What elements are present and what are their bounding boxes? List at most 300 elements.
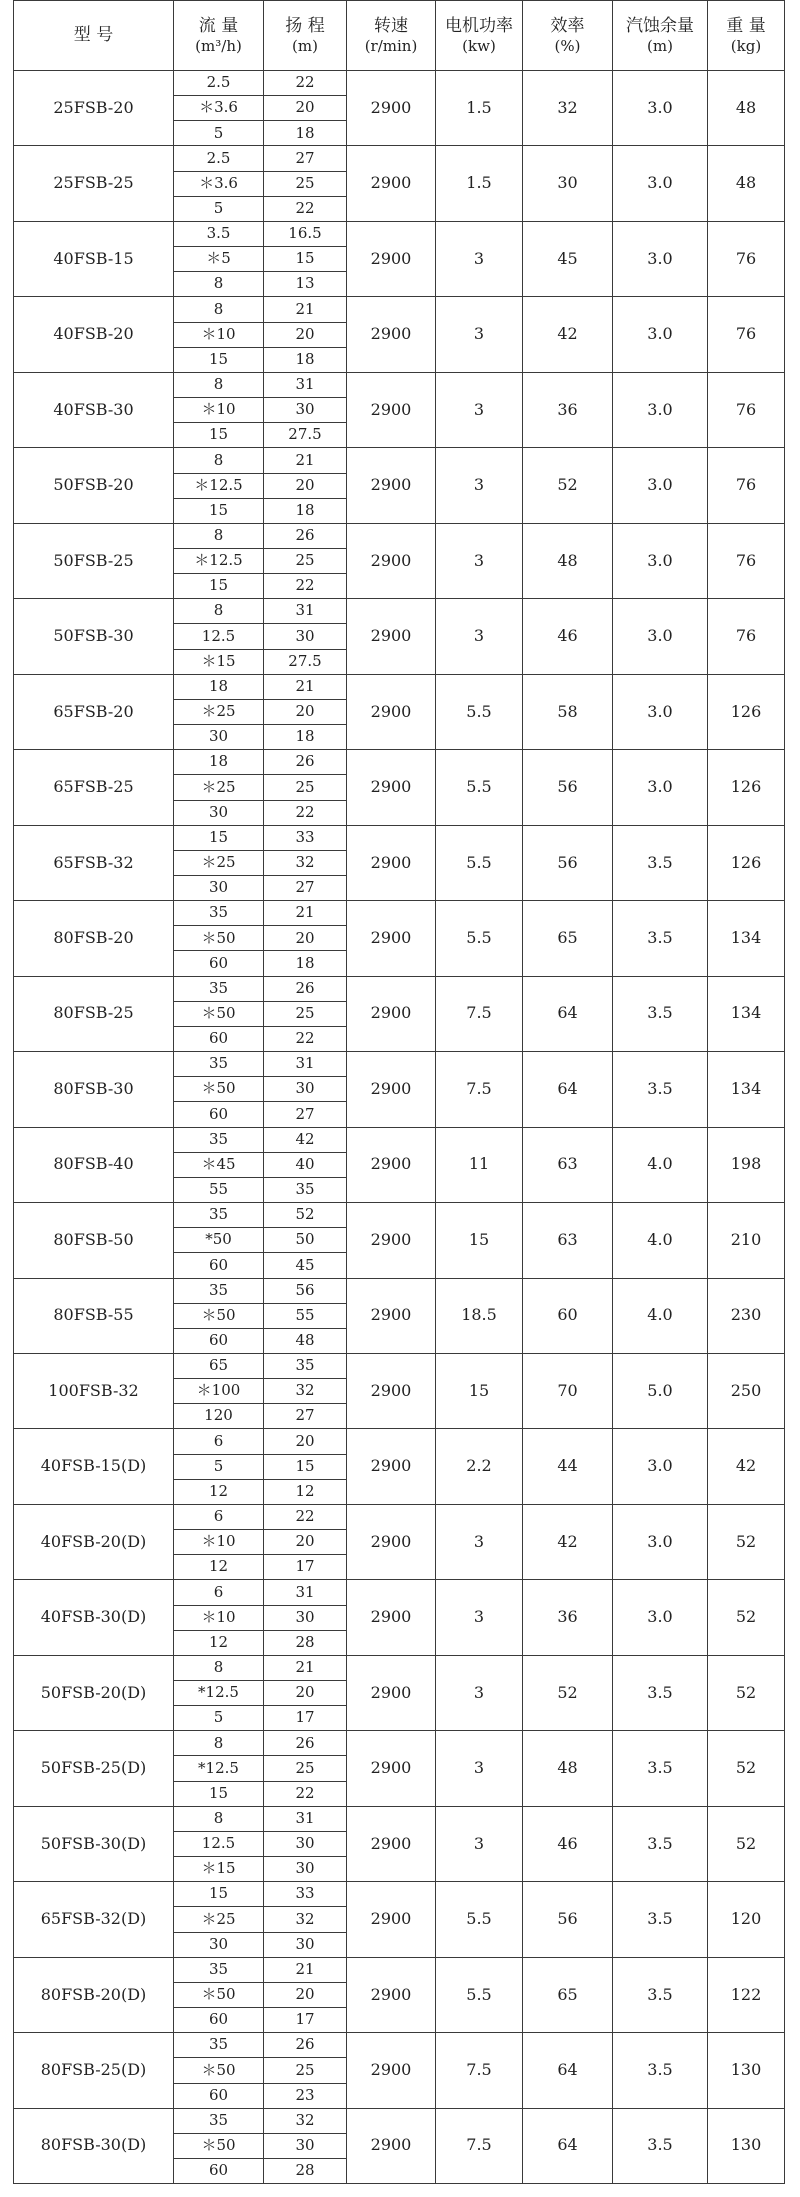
weight-cell: 52 bbox=[708, 1731, 785, 1806]
speed-cell: 2900 bbox=[347, 1504, 436, 1579]
flow-cell: ＊50 bbox=[174, 1982, 264, 2007]
npsh-cell: 3.0 bbox=[613, 372, 708, 447]
flow-cell: 60 bbox=[174, 951, 264, 976]
model-cell: 80FSB-30 bbox=[14, 1052, 174, 1127]
head-cell: 30 bbox=[264, 1831, 347, 1856]
power-cell: 1.5 bbox=[436, 146, 523, 221]
npsh-cell: 3.0 bbox=[613, 146, 708, 221]
flow-cell: 60 bbox=[174, 1253, 264, 1278]
npsh-cell: 5.0 bbox=[613, 1353, 708, 1428]
table-row bbox=[14, 1504, 785, 1529]
speed-cell: 2900 bbox=[347, 901, 436, 976]
flow-cell: 35 bbox=[174, 1278, 264, 1303]
flow-cell: 5 bbox=[174, 1454, 264, 1479]
npsh-cell: 3.5 bbox=[613, 1806, 708, 1881]
head-cell: 30 bbox=[264, 1932, 347, 1957]
power-cell: 3 bbox=[436, 1655, 523, 1730]
head-cell: 25 bbox=[264, 1001, 347, 1026]
npsh-cell: 3.0 bbox=[613, 750, 708, 825]
head-cell: 25 bbox=[264, 775, 347, 800]
efficiency-cell: 60 bbox=[523, 1278, 613, 1353]
head-cell: 18 bbox=[264, 725, 347, 750]
flow-cell: ＊12.5 bbox=[174, 548, 264, 573]
flow-cell: ＊25 bbox=[174, 775, 264, 800]
model-cell: 80FSB-40 bbox=[14, 1127, 174, 1202]
speed-cell: 2900 bbox=[347, 2033, 436, 2108]
table-row bbox=[14, 1353, 785, 1378]
efficiency-cell: 36 bbox=[523, 1580, 613, 1655]
npsh-cell: 3.5 bbox=[613, 1731, 708, 1806]
head-cell: 32 bbox=[264, 1907, 347, 1932]
head-cell: 22 bbox=[264, 1504, 347, 1529]
flow-cell: ＊3.6 bbox=[174, 171, 264, 196]
flow-cell: 8 bbox=[174, 297, 264, 322]
model-cell: 50FSB-20(D) bbox=[14, 1655, 174, 1730]
head-cell: 50 bbox=[264, 1228, 347, 1253]
table-row bbox=[14, 1731, 785, 1756]
flow-cell: 8 bbox=[174, 523, 264, 548]
head-cell: 26 bbox=[264, 1731, 347, 1756]
model-cell: 65FSB-32 bbox=[14, 825, 174, 900]
model-cell: 25FSB-20 bbox=[14, 71, 174, 146]
efficiency-cell: 42 bbox=[523, 297, 613, 372]
head-cell: 21 bbox=[264, 1957, 347, 1982]
flow-cell: 30 bbox=[174, 800, 264, 825]
head-cell: 30 bbox=[264, 1077, 347, 1102]
flow-cell: 8 bbox=[174, 599, 264, 624]
npsh-cell: 4.0 bbox=[613, 1127, 708, 1202]
flow-cell: ＊15 bbox=[174, 649, 264, 674]
table-row bbox=[14, 221, 785, 246]
table-row bbox=[14, 1882, 785, 1907]
speed-cell: 2900 bbox=[347, 750, 436, 825]
flow-cell: 15 bbox=[174, 347, 264, 372]
head-cell: 27 bbox=[264, 1404, 347, 1429]
flow-cell: 55 bbox=[174, 1177, 264, 1202]
header-npsh: 汽蚀余量 (m) bbox=[613, 1, 708, 71]
speed-cell: 2900 bbox=[347, 825, 436, 900]
speed-cell: 2900 bbox=[347, 1203, 436, 1278]
efficiency-cell: 56 bbox=[523, 825, 613, 900]
head-cell: 12 bbox=[264, 1479, 347, 1504]
npsh-cell: 3.0 bbox=[613, 297, 708, 372]
model-cell: 65FSB-20 bbox=[14, 674, 174, 749]
header-npsh-unit: (m) bbox=[647, 36, 673, 55]
flow-cell: 18 bbox=[174, 750, 264, 775]
model-cell: 50FSB-20 bbox=[14, 448, 174, 523]
speed-cell: 2900 bbox=[347, 1580, 436, 1655]
efficiency-cell: 44 bbox=[523, 1429, 613, 1504]
header-row bbox=[14, 1, 785, 71]
power-cell: 7.5 bbox=[436, 2108, 523, 2183]
head-cell: 17 bbox=[264, 1555, 347, 1580]
weight-cell: 134 bbox=[708, 1052, 785, 1127]
weight-cell: 120 bbox=[708, 1882, 785, 1957]
efficiency-cell: 63 bbox=[523, 1203, 613, 1278]
head-cell: 22 bbox=[264, 800, 347, 825]
flow-cell: ＊45 bbox=[174, 1152, 264, 1177]
weight-cell: 52 bbox=[708, 1655, 785, 1730]
flow-cell: ＊50 bbox=[174, 1303, 264, 1328]
head-cell: 21 bbox=[264, 448, 347, 473]
efficiency-cell: 56 bbox=[523, 750, 613, 825]
flow-cell: 30 bbox=[174, 876, 264, 901]
efficiency-cell: 48 bbox=[523, 1731, 613, 1806]
flow-cell: 18 bbox=[174, 674, 264, 699]
header-flow-unit: (m³/h) bbox=[195, 36, 242, 55]
flow-cell: ＊5 bbox=[174, 247, 264, 272]
head-cell: 30 bbox=[264, 1605, 347, 1630]
weight-cell: 126 bbox=[708, 674, 785, 749]
flow-cell: 2.5 bbox=[174, 146, 264, 171]
speed-cell: 2900 bbox=[347, 1731, 436, 1806]
header-power-unit: (kw) bbox=[462, 36, 496, 55]
flow-cell: ＊10 bbox=[174, 1530, 264, 1555]
flow-cell: *12.5 bbox=[174, 1756, 264, 1781]
head-cell: 17 bbox=[264, 1706, 347, 1731]
flow-cell: 5 bbox=[174, 1706, 264, 1731]
table-row bbox=[14, 2033, 785, 2058]
head-cell: 56 bbox=[264, 1278, 347, 1303]
model-cell: 40FSB-15 bbox=[14, 221, 174, 296]
flow-cell: 6 bbox=[174, 1429, 264, 1454]
head-cell: 30 bbox=[264, 624, 347, 649]
head-cell: 22 bbox=[264, 1781, 347, 1806]
head-cell: 20 bbox=[264, 1681, 347, 1706]
speed-cell: 2900 bbox=[347, 71, 436, 146]
header-weight-unit: (kg) bbox=[730, 36, 762, 55]
flow-cell: 6 bbox=[174, 1580, 264, 1605]
head-cell: 27.5 bbox=[264, 423, 347, 448]
power-cell: 3 bbox=[436, 1806, 523, 1881]
flow-cell: 60 bbox=[174, 1102, 264, 1127]
speed-cell: 2900 bbox=[347, 599, 436, 674]
flow-cell: ＊25 bbox=[174, 699, 264, 724]
header-head-unit: (m) bbox=[292, 36, 318, 55]
flow-cell: 15 bbox=[174, 498, 264, 523]
model-cell: 80FSB-25 bbox=[14, 976, 174, 1051]
weight-cell: 250 bbox=[708, 1353, 785, 1428]
flow-cell: 35 bbox=[174, 1127, 264, 1152]
head-cell: 25 bbox=[264, 2058, 347, 2083]
flow-cell: ＊10 bbox=[174, 1605, 264, 1630]
flow-cell: 12.5 bbox=[174, 624, 264, 649]
head-cell: 33 bbox=[264, 825, 347, 850]
head-cell: 31 bbox=[264, 1052, 347, 1077]
header-weight: 重 量 (kg) bbox=[708, 1, 785, 71]
head-cell: 13 bbox=[264, 272, 347, 297]
head-cell: 28 bbox=[264, 2158, 347, 2183]
npsh-cell: 3.0 bbox=[613, 523, 708, 598]
speed-cell: 2900 bbox=[347, 1278, 436, 1353]
flow-cell: *12.5 bbox=[174, 1681, 264, 1706]
flow-cell: 3.5 bbox=[174, 221, 264, 246]
table-row bbox=[14, 1655, 785, 1680]
model-cell: 80FSB-20(D) bbox=[14, 1957, 174, 2032]
efficiency-cell: 48 bbox=[523, 523, 613, 598]
pump-spec-table bbox=[13, 0, 785, 2184]
flow-cell: 30 bbox=[174, 725, 264, 750]
model-cell: 80FSB-50 bbox=[14, 1203, 174, 1278]
efficiency-cell: 52 bbox=[523, 448, 613, 523]
flow-cell: 2.5 bbox=[174, 71, 264, 96]
head-cell: 31 bbox=[264, 599, 347, 624]
flow-cell: 8 bbox=[174, 1731, 264, 1756]
flow-cell: 15 bbox=[174, 574, 264, 599]
power-cell: 5.5 bbox=[436, 674, 523, 749]
head-cell: 23 bbox=[264, 2083, 347, 2108]
speed-cell: 2900 bbox=[347, 1957, 436, 2032]
weight-cell: 130 bbox=[708, 2108, 785, 2183]
flow-cell: 60 bbox=[174, 2008, 264, 2033]
speed-cell: 2900 bbox=[347, 221, 436, 296]
model-cell: 65FSB-32(D) bbox=[14, 1882, 174, 1957]
head-cell: 22 bbox=[264, 196, 347, 221]
head-cell: 25 bbox=[264, 1756, 347, 1781]
speed-cell: 2900 bbox=[347, 1429, 436, 1504]
npsh-cell: 4.0 bbox=[613, 1203, 708, 1278]
weight-cell: 48 bbox=[708, 71, 785, 146]
flow-cell: 35 bbox=[174, 976, 264, 1001]
flow-cell: 120 bbox=[174, 1404, 264, 1429]
head-cell: 20 bbox=[264, 1982, 347, 2007]
flow-cell: 15 bbox=[174, 423, 264, 448]
head-cell: 31 bbox=[264, 372, 347, 397]
head-cell: 26 bbox=[264, 976, 347, 1001]
flow-cell: 15 bbox=[174, 1882, 264, 1907]
efficiency-cell: 56 bbox=[523, 1882, 613, 1957]
weight-cell: 198 bbox=[708, 1127, 785, 1202]
head-cell: 27 bbox=[264, 1102, 347, 1127]
efficiency-cell: 58 bbox=[523, 674, 613, 749]
table-row bbox=[14, 523, 785, 548]
flow-cell: 35 bbox=[174, 1957, 264, 1982]
speed-cell: 2900 bbox=[347, 1052, 436, 1127]
flow-cell: ＊10 bbox=[174, 322, 264, 347]
model-cell: 50FSB-25 bbox=[14, 523, 174, 598]
flow-cell: ＊10 bbox=[174, 398, 264, 423]
spec-table-body bbox=[14, 71, 785, 2184]
flow-cell: ＊50 bbox=[174, 1001, 264, 1026]
header-speed: 转速 (r/min) bbox=[347, 1, 436, 71]
head-cell: 30 bbox=[264, 398, 347, 423]
head-cell: 31 bbox=[264, 1580, 347, 1605]
head-cell: 45 bbox=[264, 1253, 347, 1278]
flow-cell: 60 bbox=[174, 2083, 264, 2108]
flow-cell: ＊50 bbox=[174, 1077, 264, 1102]
header-power: 电机功率 (kw) bbox=[436, 1, 523, 71]
flow-cell: ＊25 bbox=[174, 1907, 264, 1932]
speed-cell: 2900 bbox=[347, 1353, 436, 1428]
speed-cell: 2900 bbox=[347, 674, 436, 749]
npsh-cell: 3.5 bbox=[613, 976, 708, 1051]
npsh-cell: 3.0 bbox=[613, 1580, 708, 1655]
head-cell: 20 bbox=[264, 473, 347, 498]
weight-cell: 42 bbox=[708, 1429, 785, 1504]
model-cell: 50FSB-25(D) bbox=[14, 1731, 174, 1806]
table-row bbox=[14, 750, 785, 775]
efficiency-cell: 52 bbox=[523, 1655, 613, 1730]
power-cell: 3 bbox=[436, 372, 523, 447]
power-cell: 5.5 bbox=[436, 1882, 523, 1957]
head-cell: 26 bbox=[264, 2033, 347, 2058]
efficiency-cell: 64 bbox=[523, 1052, 613, 1127]
head-cell: 35 bbox=[264, 1353, 347, 1378]
table-row bbox=[14, 599, 785, 624]
flow-cell: ＊50 bbox=[174, 2133, 264, 2158]
table-row bbox=[14, 71, 785, 96]
header-flow: 流 量 (m³/h) bbox=[174, 1, 264, 71]
power-cell: 3 bbox=[436, 1731, 523, 1806]
npsh-cell: 3.5 bbox=[613, 2033, 708, 2108]
head-cell: 55 bbox=[264, 1303, 347, 1328]
flow-cell: 8 bbox=[174, 1806, 264, 1831]
flow-cell: 30 bbox=[174, 1932, 264, 1957]
efficiency-cell: 36 bbox=[523, 372, 613, 447]
power-cell: 3 bbox=[436, 1580, 523, 1655]
npsh-cell: 3.5 bbox=[613, 901, 708, 976]
head-cell: 52 bbox=[264, 1203, 347, 1228]
npsh-cell: 3.0 bbox=[613, 1504, 708, 1579]
head-cell: 18 bbox=[264, 347, 347, 372]
flow-cell: ＊100 bbox=[174, 1379, 264, 1404]
model-cell: 40FSB-20(D) bbox=[14, 1504, 174, 1579]
power-cell: 15 bbox=[436, 1203, 523, 1278]
header-speed-unit: (r/min) bbox=[364, 36, 418, 55]
model-cell: 65FSB-25 bbox=[14, 750, 174, 825]
head-cell: 17 bbox=[264, 2008, 347, 2033]
weight-cell: 130 bbox=[708, 2033, 785, 2108]
head-cell: 16.5 bbox=[264, 221, 347, 246]
model-cell: 80FSB-55 bbox=[14, 1278, 174, 1353]
efficiency-cell: 46 bbox=[523, 599, 613, 674]
head-cell: 32 bbox=[264, 1379, 347, 1404]
head-cell: 20 bbox=[264, 926, 347, 951]
head-cell: 18 bbox=[264, 951, 347, 976]
flow-cell: 35 bbox=[174, 2108, 264, 2133]
head-cell: 27 bbox=[264, 146, 347, 171]
flow-cell: 8 bbox=[174, 1655, 264, 1680]
speed-cell: 2900 bbox=[347, 1882, 436, 1957]
flow-cell: 15 bbox=[174, 825, 264, 850]
flow-cell: 12 bbox=[174, 1479, 264, 1504]
head-cell: 28 bbox=[264, 1630, 347, 1655]
efficiency-cell: 42 bbox=[523, 1504, 613, 1579]
flow-cell: 8 bbox=[174, 272, 264, 297]
table-row bbox=[14, 1957, 785, 1982]
head-cell: 18 bbox=[264, 121, 347, 146]
flow-cell: 5 bbox=[174, 121, 264, 146]
header-efficiency: 效率 (%) bbox=[523, 1, 613, 71]
efficiency-cell: 30 bbox=[523, 146, 613, 221]
power-cell: 3 bbox=[436, 599, 523, 674]
model-cell: 40FSB-20 bbox=[14, 297, 174, 372]
model-cell: 25FSB-25 bbox=[14, 146, 174, 221]
power-cell: 15 bbox=[436, 1353, 523, 1428]
flow-cell: ＊50 bbox=[174, 926, 264, 951]
power-cell: 2.2 bbox=[436, 1429, 523, 1504]
npsh-cell: 3.0 bbox=[613, 599, 708, 674]
table-row bbox=[14, 1203, 785, 1228]
head-cell: 20 bbox=[264, 1429, 347, 1454]
flow-cell: 12.5 bbox=[174, 1831, 264, 1856]
power-cell: 1.5 bbox=[436, 71, 523, 146]
table-row bbox=[14, 1127, 785, 1152]
head-cell: 18 bbox=[264, 498, 347, 523]
head-cell: 22 bbox=[264, 574, 347, 599]
weight-cell: 210 bbox=[708, 1203, 785, 1278]
speed-cell: 2900 bbox=[347, 1806, 436, 1881]
efficiency-cell: 32 bbox=[523, 71, 613, 146]
head-cell: 40 bbox=[264, 1152, 347, 1177]
head-cell: 42 bbox=[264, 1127, 347, 1152]
speed-cell: 2900 bbox=[347, 523, 436, 598]
flow-cell: ＊50 bbox=[174, 2058, 264, 2083]
npsh-cell: 3.5 bbox=[613, 1957, 708, 2032]
weight-cell: 52 bbox=[708, 1504, 785, 1579]
model-cell: 80FSB-25(D) bbox=[14, 2033, 174, 2108]
weight-cell: 76 bbox=[708, 221, 785, 296]
weight-cell: 76 bbox=[708, 448, 785, 523]
header-efficiency-unit: (%) bbox=[554, 36, 581, 55]
speed-cell: 2900 bbox=[347, 1655, 436, 1730]
npsh-cell: 3.0 bbox=[613, 1429, 708, 1504]
flow-cell: 12 bbox=[174, 1630, 264, 1655]
power-cell: 5.5 bbox=[436, 901, 523, 976]
header-model: 型 号 bbox=[14, 1, 174, 71]
efficiency-cell: 64 bbox=[523, 2108, 613, 2183]
table-row bbox=[14, 1429, 785, 1454]
head-cell: 15 bbox=[264, 1454, 347, 1479]
head-cell: 22 bbox=[264, 1026, 347, 1051]
model-cell: 50FSB-30(D) bbox=[14, 1806, 174, 1881]
power-cell: 7.5 bbox=[436, 976, 523, 1051]
weight-cell: 122 bbox=[708, 1957, 785, 2032]
power-cell: 5.5 bbox=[436, 825, 523, 900]
efficiency-cell: 65 bbox=[523, 901, 613, 976]
flow-cell: ＊12.5 bbox=[174, 473, 264, 498]
head-cell: 30 bbox=[264, 2133, 347, 2158]
flow-cell: 35 bbox=[174, 2033, 264, 2058]
speed-cell: 2900 bbox=[347, 1127, 436, 1202]
head-cell: 15 bbox=[264, 247, 347, 272]
npsh-cell: 3.0 bbox=[613, 674, 708, 749]
speed-cell: 2900 bbox=[347, 146, 436, 221]
table-row bbox=[14, 976, 785, 1001]
efficiency-cell: 64 bbox=[523, 976, 613, 1051]
npsh-cell: 3.0 bbox=[613, 448, 708, 523]
npsh-cell: 3.0 bbox=[613, 71, 708, 146]
head-cell: 21 bbox=[264, 1655, 347, 1680]
efficiency-cell: 70 bbox=[523, 1353, 613, 1428]
table-row bbox=[14, 674, 785, 699]
npsh-cell: 3.5 bbox=[613, 2108, 708, 2183]
flow-cell: 8 bbox=[174, 448, 264, 473]
efficiency-cell: 63 bbox=[523, 1127, 613, 1202]
table-row bbox=[14, 1278, 785, 1303]
speed-cell: 2900 bbox=[347, 372, 436, 447]
flow-cell: *50 bbox=[174, 1228, 264, 1253]
power-cell: 7.5 bbox=[436, 1052, 523, 1127]
flow-cell: 65 bbox=[174, 1353, 264, 1378]
flow-cell: ＊25 bbox=[174, 850, 264, 875]
flow-cell: 15 bbox=[174, 1781, 264, 1806]
head-cell: 26 bbox=[264, 523, 347, 548]
weight-cell: 134 bbox=[708, 901, 785, 976]
table-row bbox=[14, 297, 785, 322]
weight-cell: 52 bbox=[708, 1806, 785, 1881]
weight-cell: 48 bbox=[708, 146, 785, 221]
